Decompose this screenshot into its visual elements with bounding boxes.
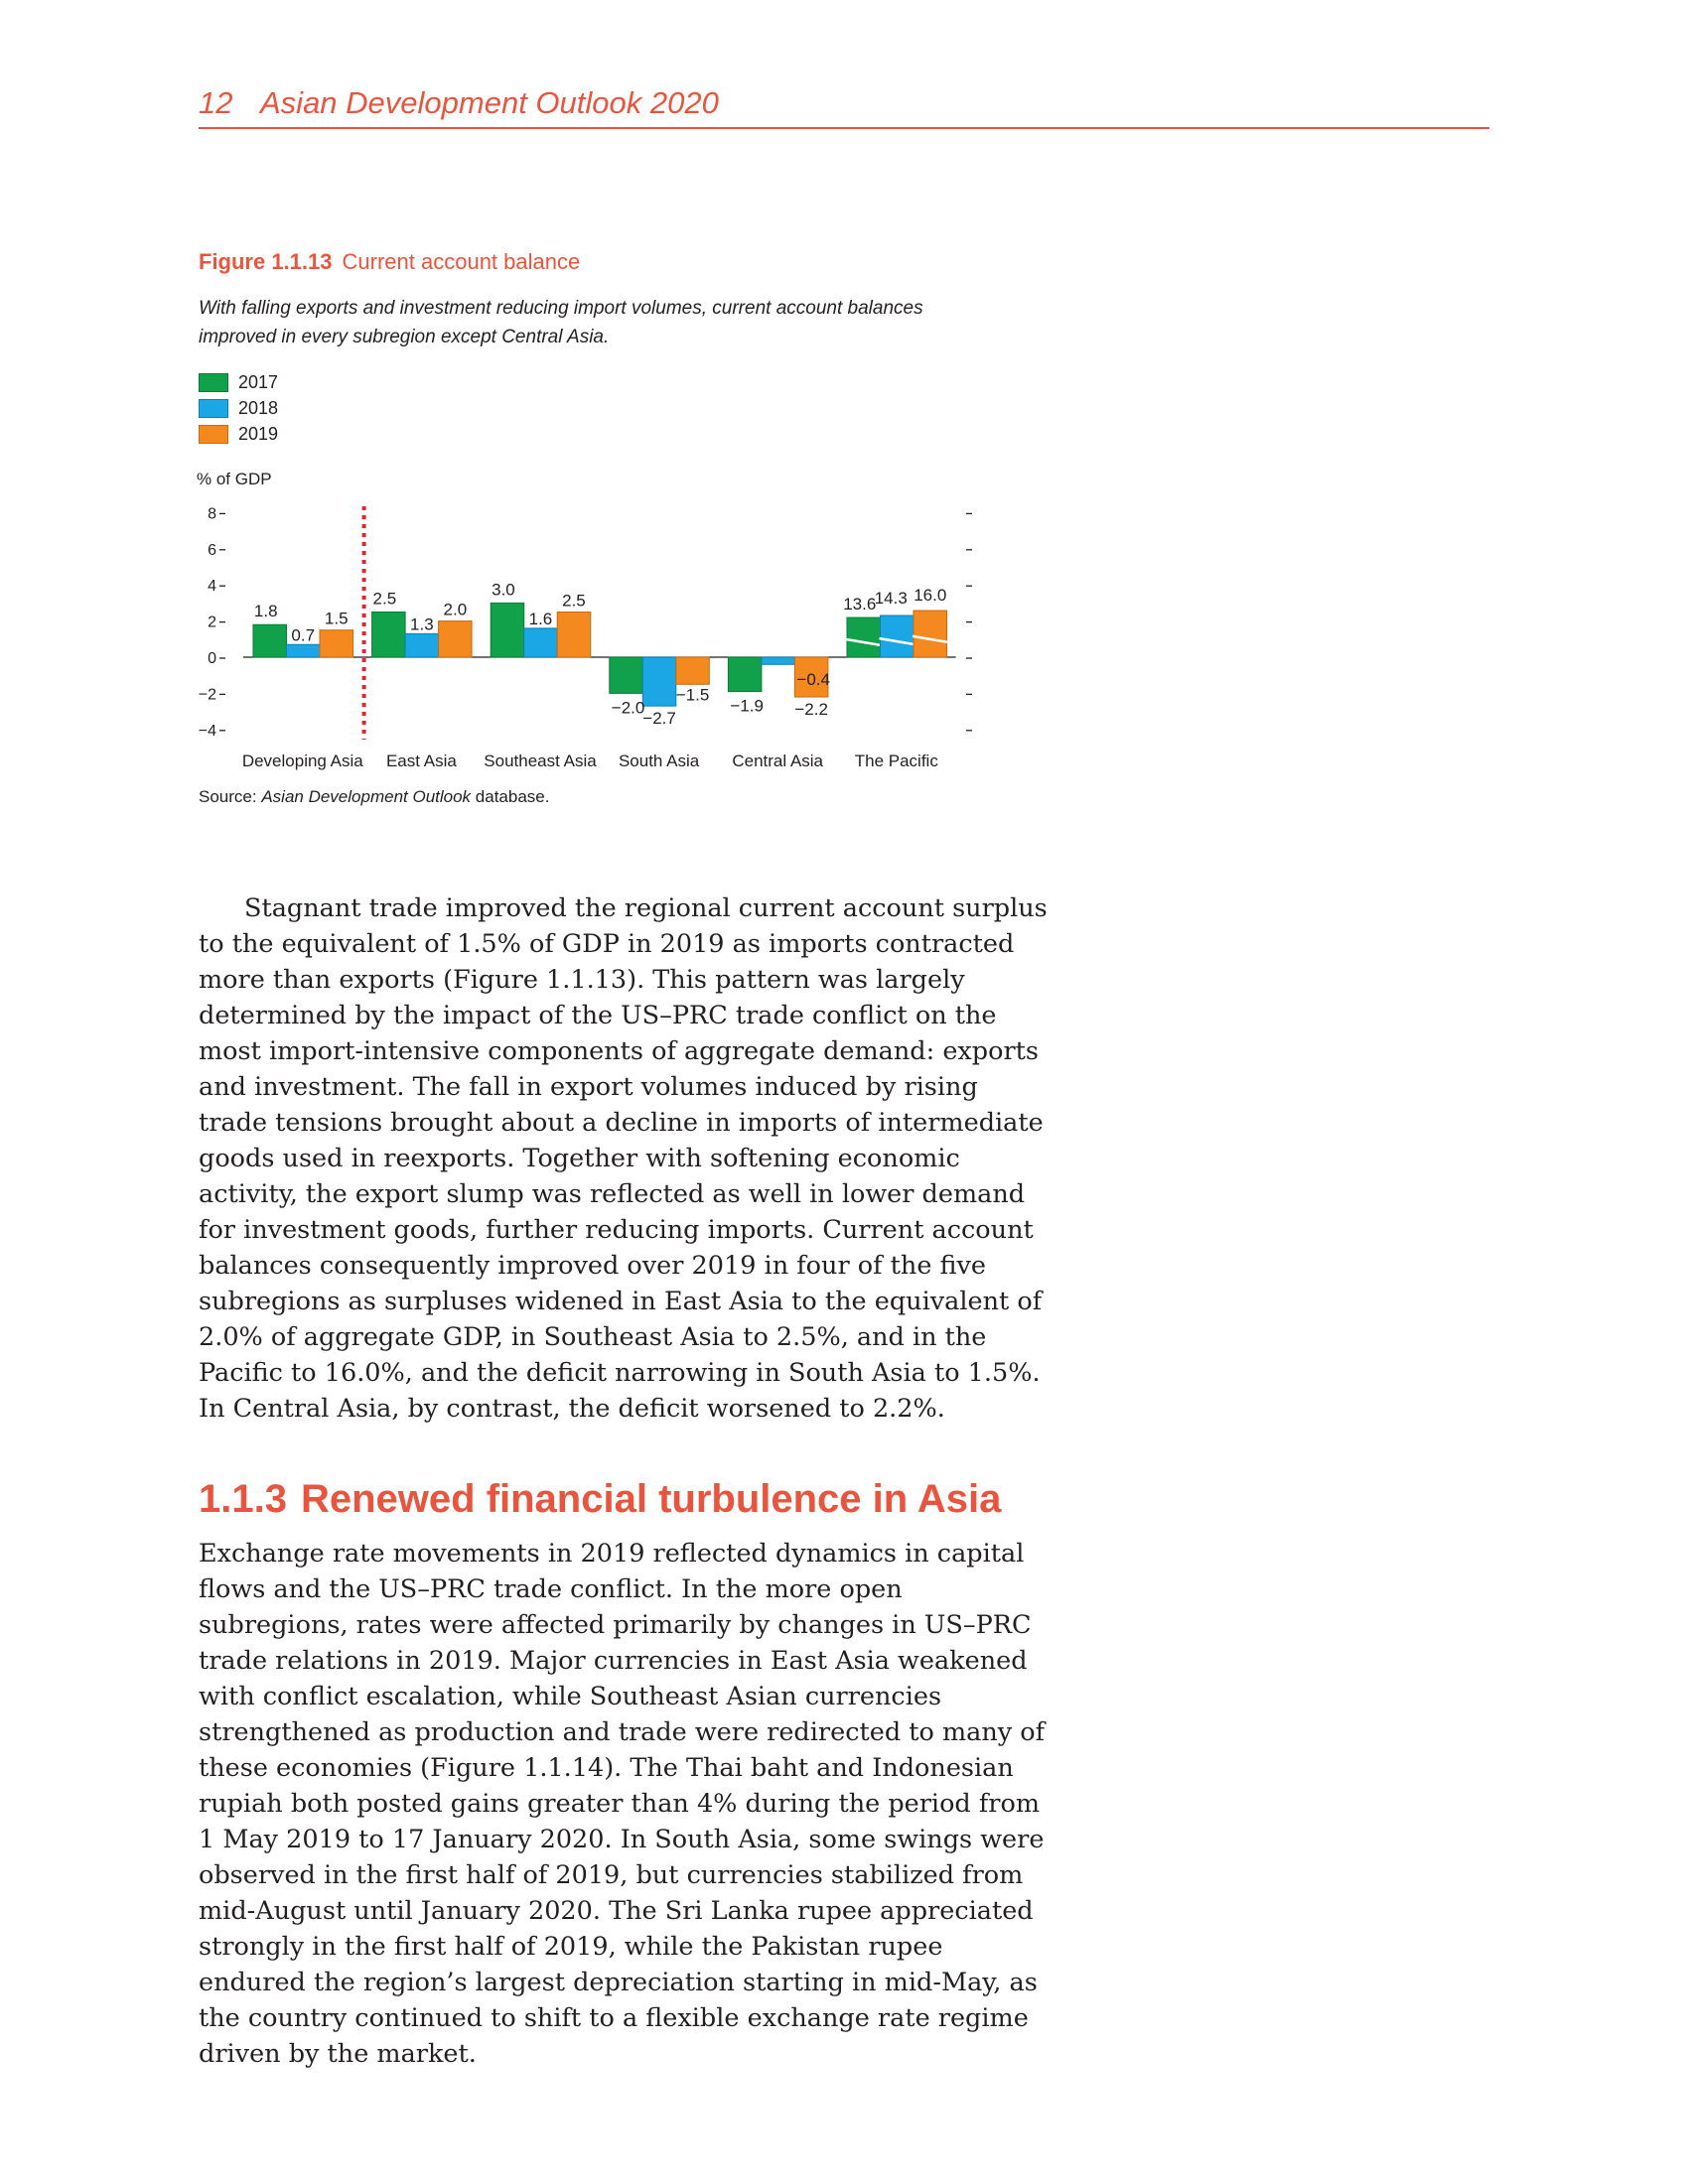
x-category-label: Central Asia xyxy=(732,751,824,770)
section-title: Renewed financial turbulence in Asia xyxy=(300,1477,1002,1521)
legend-label-2017: 2017 xyxy=(238,371,279,392)
data-label: 2.0 xyxy=(443,600,468,619)
legend-swatch-2017 xyxy=(199,373,228,392)
bar-2018 xyxy=(287,644,321,657)
bar-2018 xyxy=(762,657,795,664)
y-tick-label: 6 xyxy=(208,541,216,559)
source-suffix: database. xyxy=(475,787,550,806)
data-label: 2.5 xyxy=(372,589,397,609)
data-label: −2.0 xyxy=(611,698,645,718)
data-label: 1.3 xyxy=(410,614,434,634)
bar-2018 xyxy=(642,657,676,706)
x-category-label: Developing Asia xyxy=(241,751,363,770)
x-category-label: The Pacific xyxy=(854,751,938,770)
data-label: 16.0 xyxy=(914,586,947,606)
data-label: 1.5 xyxy=(324,609,349,628)
data-label: −2.7 xyxy=(642,709,676,729)
y-tick-label: 4 xyxy=(208,578,216,596)
section-heading xyxy=(199,1477,1001,1522)
data-label: −1.9 xyxy=(730,696,764,716)
publication-title: Asian Development Outlook 2020 xyxy=(260,85,719,120)
bar-2017 xyxy=(372,613,406,658)
bar-2018 xyxy=(881,615,914,657)
legend-label-2018: 2018 xyxy=(238,397,279,418)
legend-swatch-2018 xyxy=(199,399,228,418)
bar-2019 xyxy=(676,657,710,684)
figure-title-text: Current account balance xyxy=(342,249,581,274)
bar-2019 xyxy=(914,611,947,657)
body-paragraph-1: Stagnant trade improved the regional current account surplus to the equivalent of 1.5% of GDP in 2019 as imports contracted more than exports (Figure 1.1.13). This pattern was largely determined by the impact of the US–PRC trade conflict on the most import-intensive components of aggregate demand: exports and investment. The fall in export volumes induced by rising trade tensions brought about a decline in imports of intermediate goods used in reexports. Together with softening economic activity, the export slump was reflected as well in lower demand for investment goods, further reducing imports. Current account balances consequently improved over 2019 in four of the five subregions as surpluses widened in East Asia to the equivalent of 2.0% of aggregate GDP, in Southeast Asia to 2.5%, and in the Pacific to 16.0%, and the deficit narrowing in South Asia to 1.5%. In Central Asia, by contrast, the deficit worsened to 2.2%. xyxy=(199,893,1048,1424)
section-number: 1.1.3 xyxy=(199,1477,287,1521)
current-account-chart xyxy=(189,467,983,779)
y-tick-label: 0 xyxy=(208,650,216,667)
bar-2019 xyxy=(557,613,591,658)
bar-2017 xyxy=(728,657,762,692)
bar-2017 xyxy=(491,603,524,657)
bar-2018 xyxy=(405,633,439,657)
source-title: Asian Development Outlook xyxy=(261,787,472,806)
y-tick-label: −2 xyxy=(198,686,216,704)
running-header xyxy=(199,85,1489,129)
x-category-label: South Asia xyxy=(618,751,700,770)
bar-2019 xyxy=(439,621,473,657)
x-category-label: East Asia xyxy=(385,751,457,770)
figure-label: Figure 1.1.13 xyxy=(199,249,333,274)
bar-2017 xyxy=(253,624,287,657)
x-category-label: Southeast Asia xyxy=(484,751,597,770)
y-axis-label: % of GDP xyxy=(197,470,272,488)
data-label: 1.8 xyxy=(253,602,278,621)
legend-item-2019 xyxy=(199,421,278,447)
legend-item-2017 xyxy=(199,369,278,395)
bar-2017 xyxy=(610,657,643,693)
figure-subtitle: With falling exports and investment reducing import volumes, current account balances improved in every subregion except Central Asia. xyxy=(199,298,923,347)
figure-source xyxy=(199,787,549,807)
data-label: 1.6 xyxy=(528,609,553,628)
data-label: 2.5 xyxy=(562,591,586,611)
data-label: 13.6 xyxy=(843,595,877,614)
data-label: −0.4 xyxy=(796,670,830,689)
bar-2017 xyxy=(847,617,881,657)
y-tick-label: −4 xyxy=(198,722,216,740)
y-tick-label: 2 xyxy=(208,614,216,631)
data-label: 14.3 xyxy=(874,589,908,609)
body-paragraph-2: Exchange rate movements in 2019 reflected dynamics in capital flows and the US–PRC trade conflict. In the more open subregions, rates were affected primarily by changes in US–PRC trade relations in 2019. Major currencies in East Asia weakened with conflict escalation, while Southeast Asian currencies strengthened as production and trade were redirected to many of these economies (Figure 1.1.14). The Thai baht and Indonesian rupiah both posted gains greater than 4% during the period from 1 May 2019 to 17 January 2020. In South Asia, some swings were observed in the first half of 2019, but currencies stabilized from mid-August until January 2020. The Sri Lanka rupee appreciated strongly in the first half of 2019, while the Pakistan rupee endured the region’s largest depreciation starting in mid-May, as the country continued to shift to a flexible exchange rate regime driven by the market. xyxy=(199,1539,1046,2069)
legend-label-2019: 2019 xyxy=(238,423,279,444)
y-tick-label: 8 xyxy=(208,505,216,523)
data-label: −1.5 xyxy=(675,685,710,705)
bar-2019 xyxy=(320,630,353,657)
data-label: 0.7 xyxy=(291,625,316,645)
data-label: 3.0 xyxy=(492,580,515,600)
page-number: 12 xyxy=(199,85,233,120)
legend-item-2018 xyxy=(199,395,278,421)
source-prefix: Source: xyxy=(199,787,257,806)
data-label: −2.2 xyxy=(794,700,828,720)
figure-title xyxy=(199,249,580,275)
legend-swatch-2019 xyxy=(199,425,228,444)
bar-2018 xyxy=(524,628,558,657)
chart-legend xyxy=(199,369,278,447)
